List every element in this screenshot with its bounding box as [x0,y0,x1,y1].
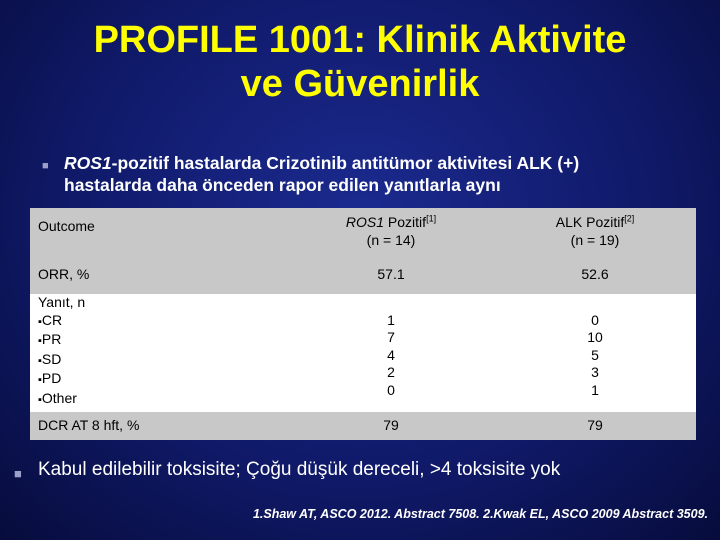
title-line-1: PROFILE 1001: Klinik Aktivite [93,19,627,61]
orr-label: ORR, % [38,266,90,282]
sd-ros1: 4 [387,346,395,363]
yanit-item-pr: ▪PR [38,331,62,347]
header-ros1-n: (n = 14) [366,231,416,248]
slide-title [0,18,720,106]
yanit-item-other: ▪Other [38,389,77,406]
orr-alk: 52.6 [581,266,609,282]
intro-bullet [42,152,682,196]
pd-ros1: 2 [387,364,395,380]
square-bullet-icon: ■ [14,466,22,481]
cr-ros1: 1 [387,311,395,328]
header-ros1-ref: [1] [426,213,437,224]
intro-line-2: hastalarda daha önceden rapor edilen yanıtlarla aynı [64,175,501,195]
ros1-italic: ROS1 [64,153,112,173]
toxicity-bullet [14,458,714,486]
pd-label: PD [41,370,62,386]
outcome-table [30,208,696,440]
header-ros1-italic: ROS1 [345,214,385,230]
toxicity-text: Kabul edilebilir toksisite; Çoğu düşük dereceli, >4 toksisite yok [38,459,561,480]
header-alk [520,214,670,249]
header-alk-ref: [2] [624,213,635,224]
sd-alk: 5 [591,346,599,363]
intro-bullet-text [64,152,579,196]
header-outcome: Outcome [38,218,95,234]
intro-line-1: -pozitif hastalarda Crizotinib antitümor aktivitesi ALK (+) [111,153,580,173]
header-alk-n: (n = 19) [570,231,620,248]
cr-alk: 0 [591,311,599,328]
other-label: Other [41,389,77,406]
yanit-item-cr: ▪CR [38,311,63,328]
square-bullet-icon: ■ [42,160,49,172]
pr-label: PR [41,331,62,347]
orr-ros1: 57.1 [377,266,405,282]
yanit-ros1-values [316,312,466,400]
header-ros1-text: Pozitif [384,214,427,230]
table-row-orr [30,264,696,294]
yanit-alk-values [520,312,670,400]
table-header-row [30,208,696,264]
cr-label: CR [41,311,63,328]
dcr-label: DCR AT 8 hft, % [38,417,140,433]
title-line-2: ve Güvenirlik [240,63,480,105]
sd-label: SD [41,350,62,367]
other-alk: 1 [591,381,599,398]
pd-alk: 3 [591,364,599,380]
other-ros1: 0 [387,381,395,398]
yanit-item-sd: ▪SD [38,350,62,367]
table-row-dcr [30,412,696,440]
yanit-label: Yanıt, n [38,294,86,310]
yanit-labels [38,294,85,409]
pr-alk: 10 [587,329,603,345]
dcr-ros1: 79 [383,417,399,433]
dcr-alk: 79 [587,417,603,433]
header-alk-text: ALK Pozitif [555,214,625,230]
references-footnote: 1.Shaw AT, ASCO 2012. Abstract 7508. 2.Kwak EL, ASCO 2009 Abstract 3509. [252,507,708,521]
pr-ros1: 7 [387,329,395,345]
header-ros1 [316,214,466,249]
table-row-yanit [30,294,696,418]
yanit-item-pd: ▪PD [38,370,62,386]
